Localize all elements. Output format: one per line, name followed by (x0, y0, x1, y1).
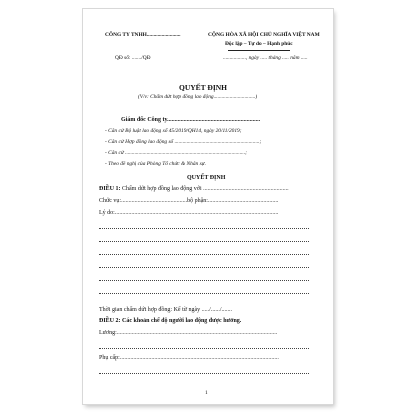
basis-2: - Căn cứ Hợp đồng lao động số ...............................................................; (105, 139, 262, 145)
basis-1: - Căn cứ Bộ luật lao động số 45/2019/QH14, ngày 20/11/2019; (105, 128, 242, 134)
article-2-label: ĐIỀU 2: (99, 318, 121, 324)
company-name: CÔNG TY TNHH......................... (105, 32, 181, 38)
blank-line (99, 373, 309, 374)
blank-line (99, 293, 309, 294)
blank-line (99, 241, 309, 242)
blank-line (99, 228, 309, 229)
blank-line (99, 254, 309, 255)
reason-line: Lý do:............................................................................................................. (99, 210, 279, 216)
article-1 (99, 186, 289, 192)
position-line: Chức vụ:............................................bộ phận:............................................... (99, 198, 279, 204)
basis-4: - Theo đề nghị của Phòng Tổ chức & Nhân sự. (105, 161, 206, 167)
basis-3: - Căn cứ .........................................................................................; (105, 150, 247, 156)
decision-number: QĐ số: ......./QĐ (115, 55, 151, 61)
document-page (83, 9, 333, 404)
motto-underline (228, 50, 290, 51)
document-subject: (V/v: Chấm dứt hợp đồng lao động...............................) (138, 94, 258, 100)
page-number: 1 (205, 390, 208, 396)
decision-heading: QUYẾT ĐỊNH (187, 175, 226, 181)
article-1-label: ĐIỀU 1: (99, 186, 121, 192)
article-2 (99, 318, 241, 324)
salary-line: Lương:........................................................................................................... (99, 330, 278, 336)
national-motto: Độc lập – Tự do – Hạnh phúc (225, 41, 293, 47)
date-line: ................., ngày ..... tháng ..... năm ..... (223, 55, 308, 61)
article-1-text: Chấm dứt hợp đồng lao động với ......................................................... (120, 186, 289, 192)
blank-line (99, 267, 309, 268)
blank-line (99, 280, 309, 281)
issuer-line: Giám đốc Công ty.............................................................. (121, 117, 261, 123)
allowance-line: Phụ cấp:.......................................................................................................... (99, 355, 279, 361)
country-name: CỘNG HÒA XÃ HỘI CHỦ NGHĨA VIỆT NAM (208, 32, 320, 38)
end-date-line: Thời gian chấm dứt hợp đồng: Kể từ ngày ...../....../....... (99, 307, 232, 313)
article-2-text: Các khoản chế độ người lao động được hưởng. (120, 318, 242, 324)
blank-line (99, 348, 309, 349)
document-title: QUYẾT ĐỊNH (179, 83, 227, 92)
